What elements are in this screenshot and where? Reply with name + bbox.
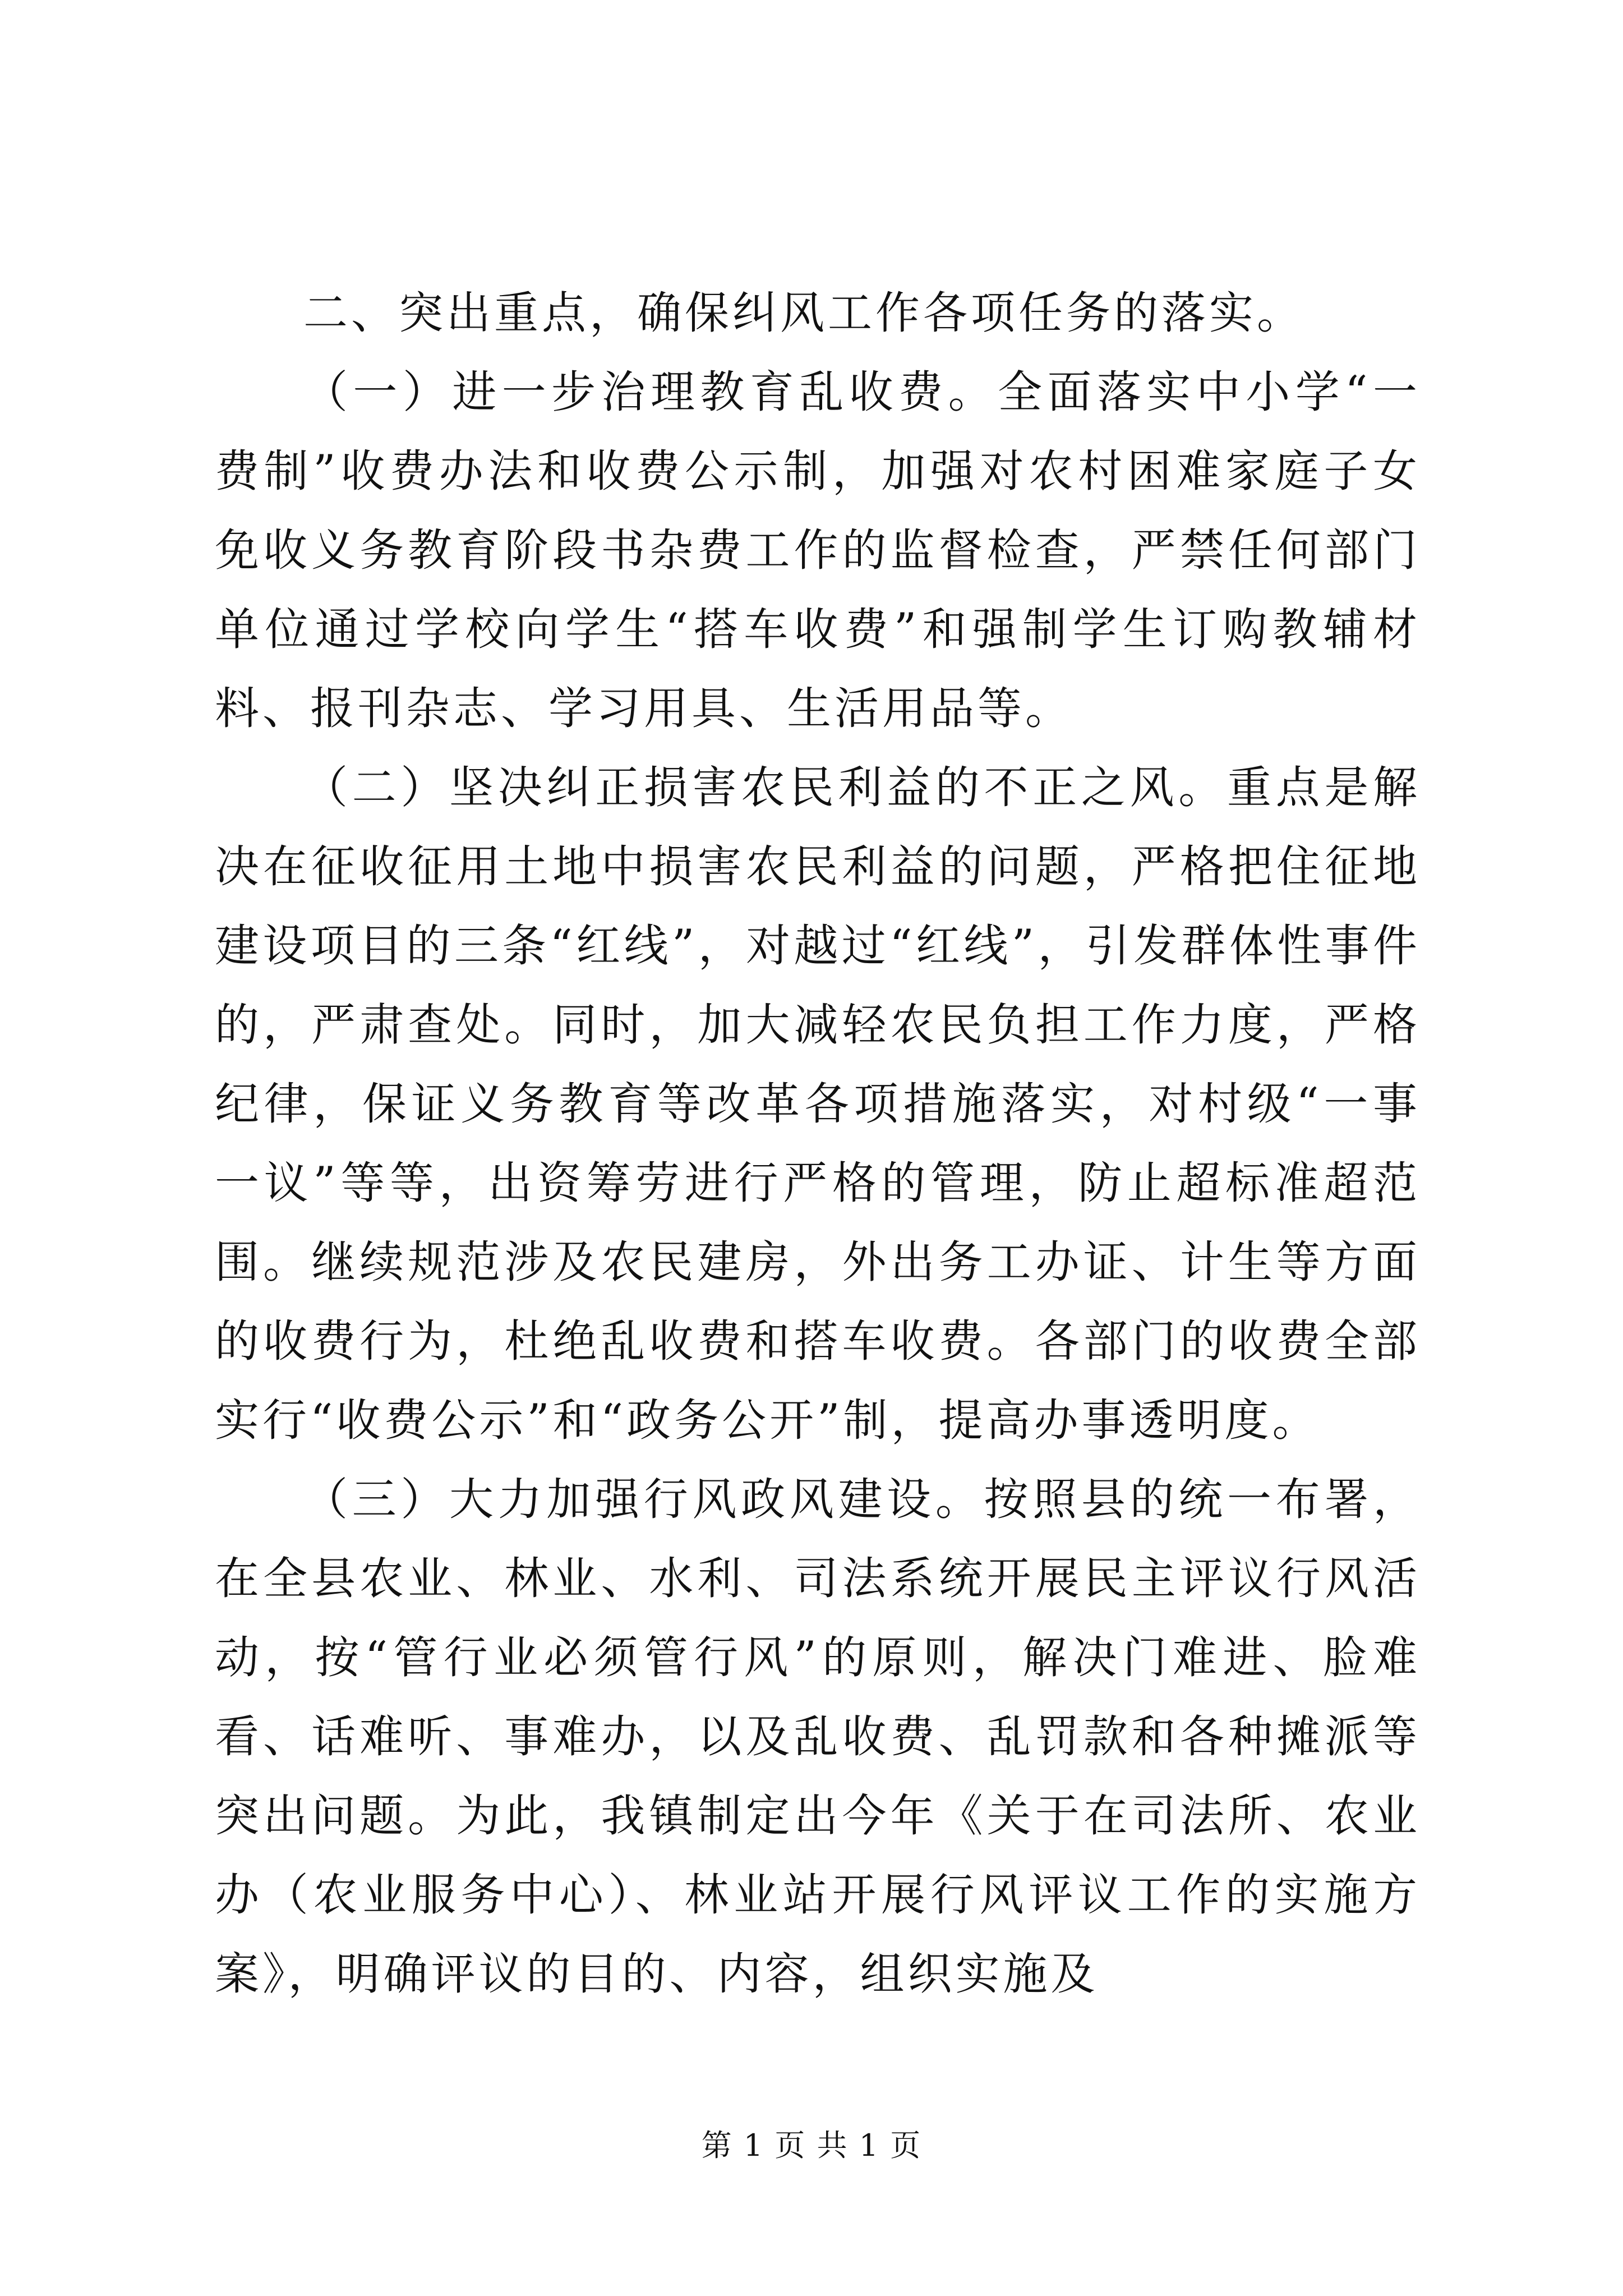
paragraph-1: （一）进一步治理教育乱收费。全面落实中小学“一费制”收费办法和收费公示制，加强对农村困难家庭子女免收义务教育阶段书杂费工作的监督检查，严禁任何部门单位通过学校向学生“搭车收费”和强制学生订购教辅材料、报刊杂志、学习用具、生活用品等。	[215, 366, 1421, 734]
paragraph-2: （二）坚决纠正损害农民利益的不正之风。重点是解决在征收征用土地中损害农民利益的问题，严格把住征地建设项目的三条“红线”，对越过“红线”，引发群体性事件的，严肃查处。同时，加大减轻农民负担工作力度，严格纪律，保证义务教育等改革各项措施落实，对村级“一事一议”等等，出资筹劳进行严格的管理，防止超标准超范围。继续规范涉及农民建房，外出务工办证、计生等方面的收费行为，杜绝乱收费和搭车收费。各部门的收费全部实行“收费公示”和“政务公开”制，提高办事透明度。	[215, 762, 1421, 1446]
section-heading: 二、突出重点，确保纠风工作各项任务的落实。	[303, 287, 1304, 339]
paragraph-3: （三）大力加强行风政风建设。按照县的统一布署，在全县农业、林业、水利、司法系统开展民主评议行风活动，按“管行业必须管行风”的原则，解决门难进、脸难看、话难听、事难办，以及乱收费、乱罚款和各种摊派等突出问题。为此，我镇制定出今年《关于在司法所、农业办（农业服务中心）、林业站开展行风评议工作的实施方案》，明确评议的目的、内容，组织实施及	[215, 1474, 1421, 2000]
document-body	[215, 274, 1421, 2014]
page-footer: 第 1 页 共 1 页	[701, 2128, 922, 2163]
